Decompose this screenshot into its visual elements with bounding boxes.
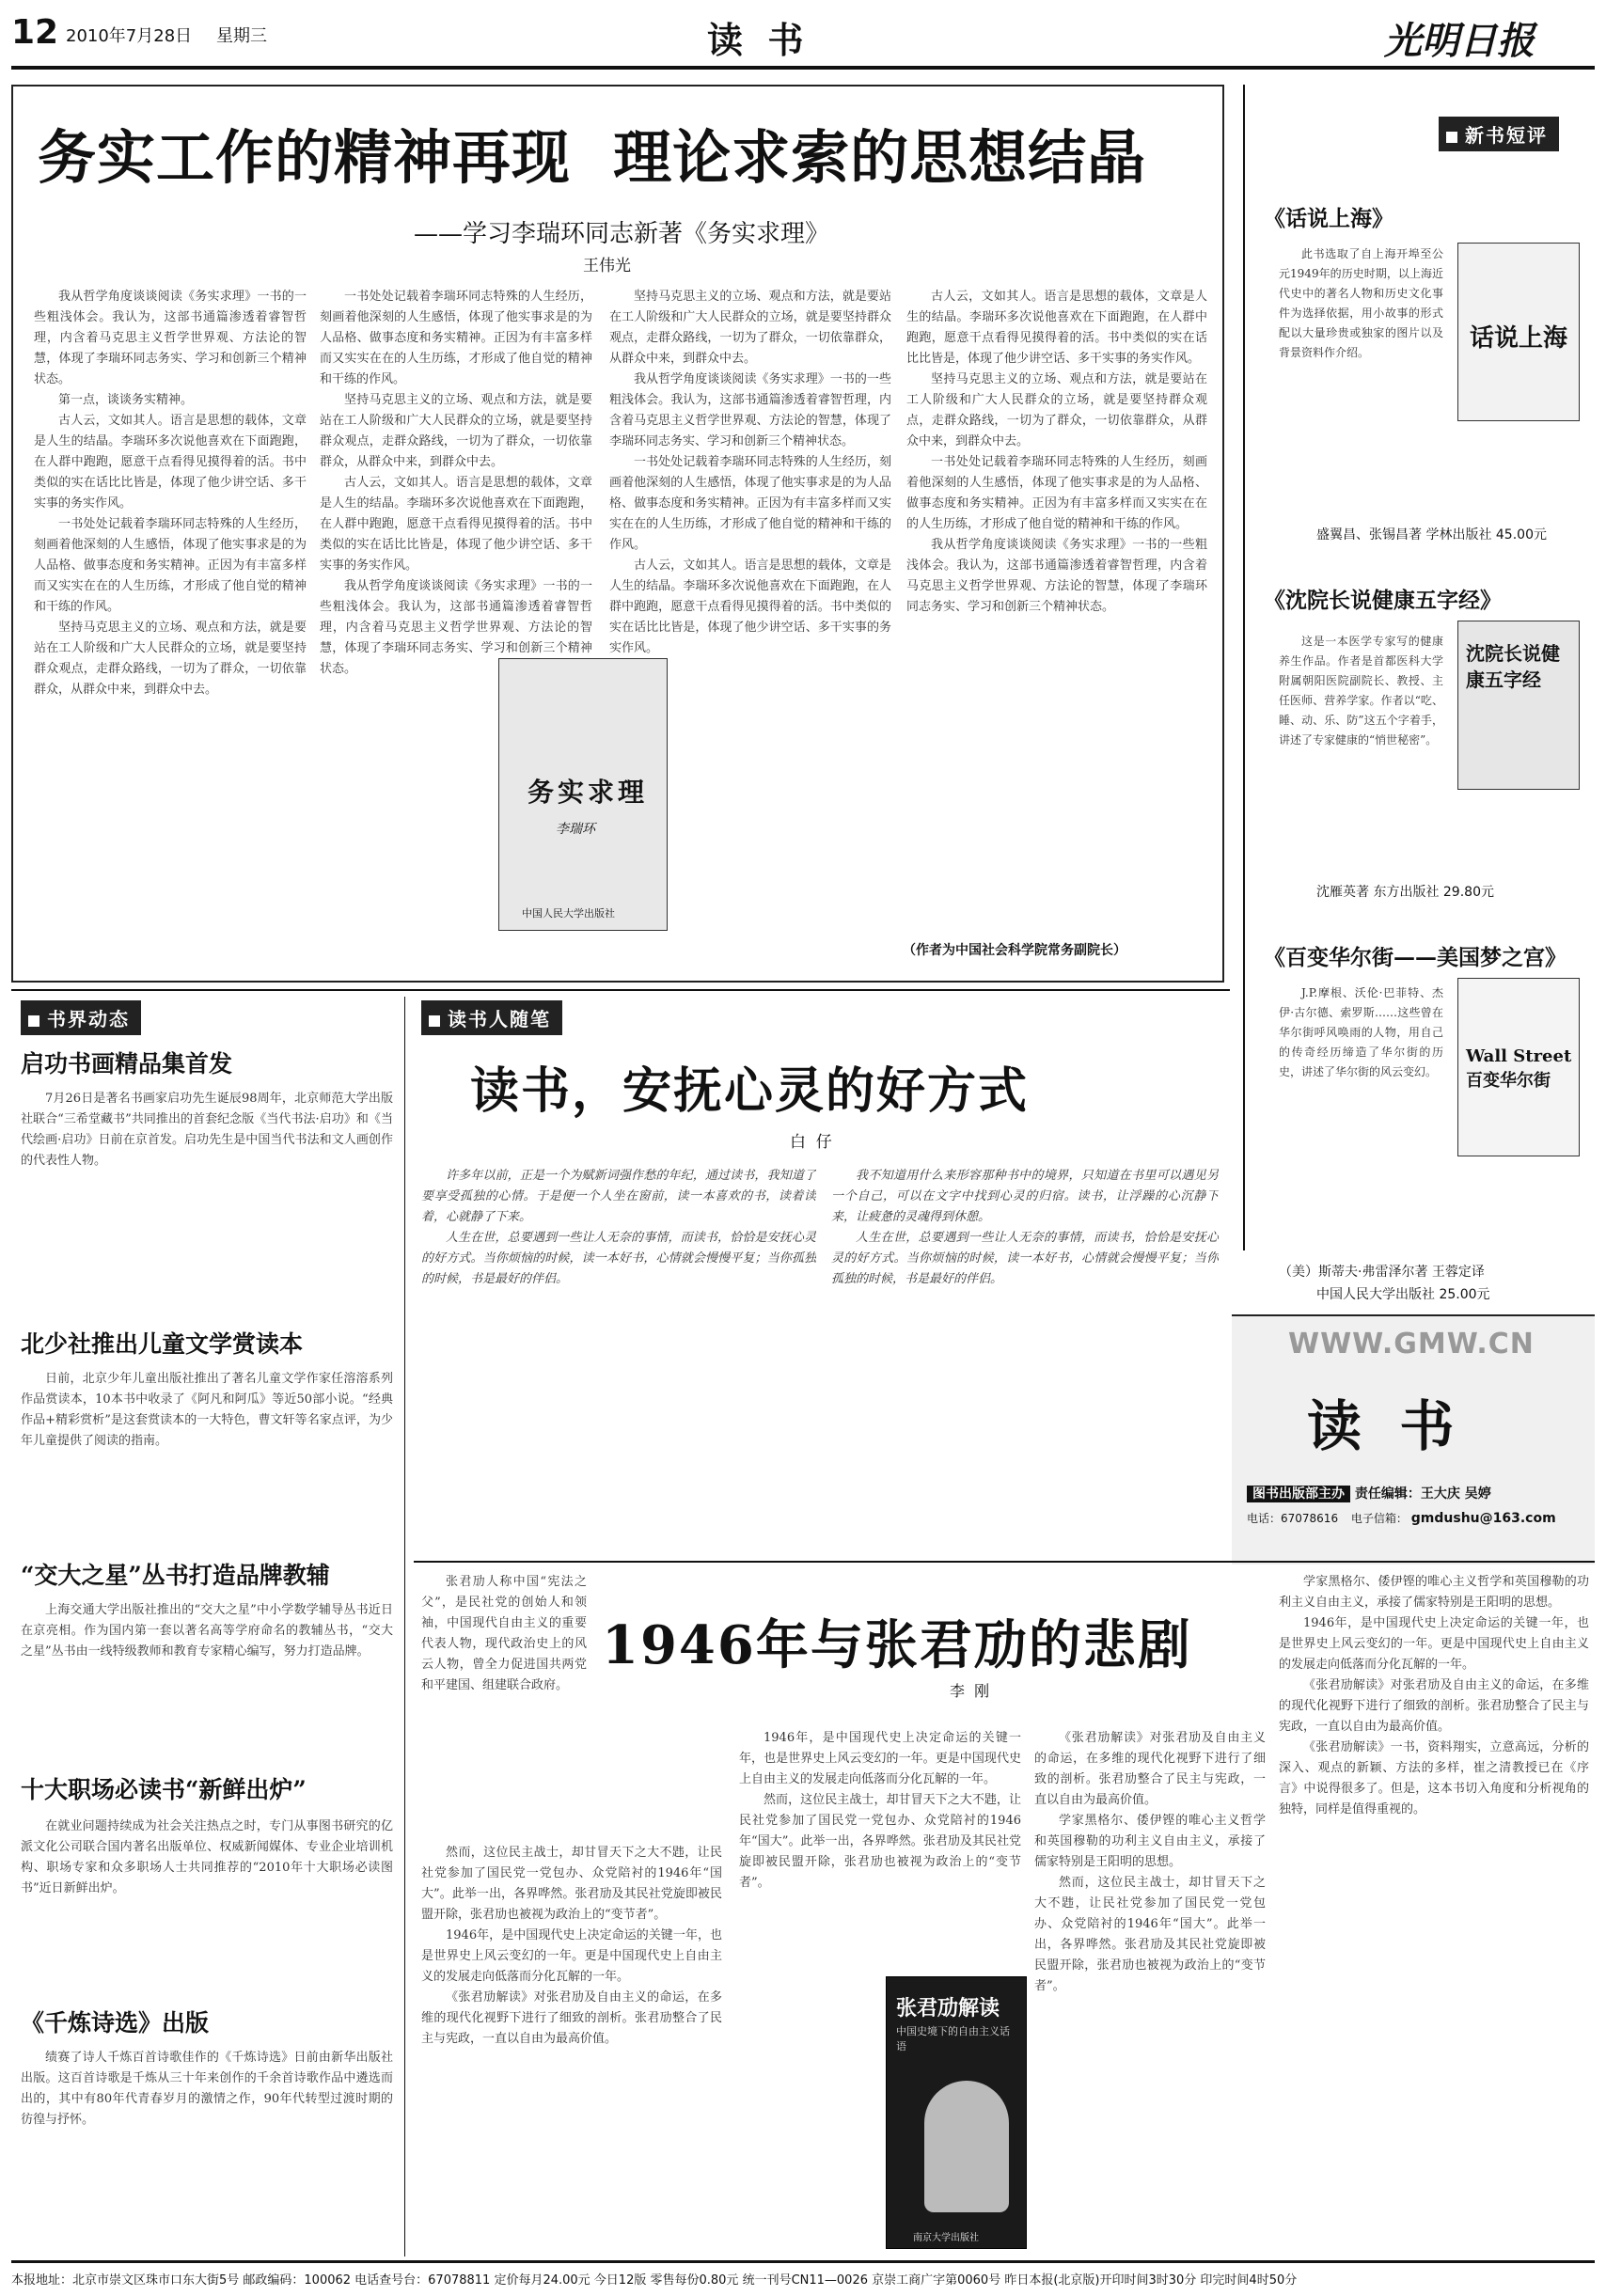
book-cover-publisher: 中国人民大学出版社 <box>522 907 615 920</box>
industry-news-text: 在就业问题持续成为社会关注热点之时，专门从事图书研究的亿派文化公司联合国内著名出版单位、权威新闻媒体、专业企业培训机构、职场专家和众多职场人士共同推荐的“2010年十大职场必读图书”近日新鲜出炉。 <box>21 1819 393 1895</box>
lead-paragraph: 一书处处记载着李瑞环同志特殊的人生经历，刻画着他深刻的人生感悟，体现了他实事求是的为人品格、做事态度和务实精神。正因为有丰富多样而又实实在在的人生历练，才形成了他自觉的精神和干练的作风。 <box>609 455 891 552</box>
brand-editor: 责任编辑：王大庆 吴婷 <box>1354 1486 1491 1502</box>
newbook-author-publisher: 中国人民大学出版社 25.00元 <box>1316 1287 1490 1302</box>
section-square-icon <box>1446 132 1457 143</box>
history-paragraph: 1946年，是中国现代史上决定命运的关键一年，也是世界史上风云变幻的一年。更是中国现代史上自由主义的发展走向低落而分化瓦解的一年。 <box>421 1928 722 1984</box>
newbooks-label <box>1439 117 1559 151</box>
brand-contact <box>1247 1510 1556 1526</box>
lead-author: 王伟光 <box>583 257 631 275</box>
lead-paragraph: 我从哲学角度谈谈阅读《务实求理》一书的一些粗浅体会。我认为，这部书通篇渗透着睿智哲理，内含着马克思主义哲学世界观、方法论的智慧，体现了李瑞环同志务实、学习和创新三个精神状态。 <box>906 538 1207 614</box>
lead-paragraph: 我从哲学角度谈谈阅读《务实求理》一书的一些粗浅体会。我认为，这部书通篇渗透着睿智哲理，内含着马克思主义哲学世界观、方法论的智慧，体现了李瑞环同志务实、学习和创新三个精神状态。 <box>320 579 592 676</box>
history-intro <box>421 1572 587 1845</box>
lead-paragraph: 古人云，文如其人。语言是思想的载体，文章是人生的结晶。李瑞环多次说他喜欢在下面跑跑，在人群中跑跑，愿意干点看得见摸得着的活。书中类似的实在话比比皆是，体现了他少讲空话、多干实事的务实作风。 <box>906 290 1207 366</box>
essay-paragraph: 人生在世，总要遇到一些让人无奈的事情，而读书，恰恰是安抚心灵的好方式。当你烦恼的时候，读一本好书，心情就会慢慢平复；当你孤独的时候，书是最好的伴侣。 <box>831 1231 1219 1286</box>
brand-email: gmdushu@163.com <box>1410 1511 1556 1526</box>
newbook-author-publisher: （美）斯蒂夫·弗雷泽尔著 王蓉定译 <box>1279 1265 1485 1280</box>
industry-column-divider <box>404 997 405 2257</box>
industry-label <box>21 1000 141 1035</box>
essay-author: 白 仔 <box>790 1133 832 1152</box>
section-square-icon <box>429 1015 440 1027</box>
history-body-col3 <box>1034 1728 1266 2255</box>
essay-body-left <box>421 1166 816 1373</box>
essay-paragraph: 人生在世，总要遇到一些让人无奈的事情，而读书，恰恰是安抚心灵的好方式。当你烦恼的时候，读一本好书，心情就会慢慢平复；当你孤独的时候，书是最好的伴侣。 <box>421 1231 816 1286</box>
industry-news-text: 上海交通大学出版社推出的“交大之星”中小学数学辅导丛书近日在京亮相。作为国内第一套以著名高等学府命名的教辅丛书，“交大之星”丛书由一线特级教师和教育专家精心编写，努力打造品牌。 <box>21 1603 393 1659</box>
essay-body-right <box>831 1166 1219 1373</box>
history-book-cover-subtitle: 中国史境下的自由主义话语 <box>896 2025 1010 2052</box>
brand-phone: 电话：67078616 <box>1247 1512 1339 1525</box>
essay-label-wrap <box>421 1000 562 1035</box>
history-paragraph: 然而，这位民主战士，却甘冒天下之大不韪，让民社党参加了国民党一党包办、众党陪衬的1946年“国大”。此举一出，各界哗然。张君劢及其民社党旋即被民盟开除，张君劢也被视为政治上的“变节者”。 <box>421 1846 722 1922</box>
lead-paragraph: 一书处处记载着李瑞环同志特殊的人生经历，刻画着他深刻的人生感悟，体现了他实事求是的为人品格、做事态度和务实精神。正因为有丰富多样而又实实在在的人生历练，才形成了他自觉的精神和干练的作风。 <box>906 455 1207 531</box>
footer-imprint: 本报地址：北京市崇文区珠市口东大街5号 邮政编码：100062 电话查号台：67078811 定价每月24.00元 今日12版 零售每份0.80元 统一刊号CN11—0026 京崇工商广字第0060号 昨日本报(北京版)开印时间3时30分 印完时间4时50分 <box>11 2273 1298 2288</box>
newbook-description <box>1279 983 1443 1256</box>
industry-news-body <box>21 1600 393 1741</box>
book-cover-title: 务实求理 <box>527 777 649 808</box>
page-number: 12 <box>11 13 59 52</box>
masthead <box>11 8 1595 64</box>
newbook-cover <box>1457 243 1580 421</box>
mid-section-rule <box>11 989 1230 991</box>
industry-label-wrap <box>21 1000 141 1035</box>
section-square-icon <box>28 1015 39 1027</box>
essay-label <box>421 1000 562 1035</box>
history-paragraph: 然而，这位民主战士，却甘冒天下之大不韪，让民社党参加了国民党一党包办、众党陪衬的1946年“国大”。此举一出，各界哗然。张君劢及其民社党旋即被民盟开除，张君劢也被视为政治上的“变节者”。 <box>1034 1876 1266 1993</box>
industry-news-text: 绩赛了诗人千炼百首诗歌佳作的《千炼诗选》日前由新华出版社出版。这百首诗歌是千炼从三十年来创作的千余首诗歌作品中遴选而出的，其中有80年代青春岁月的激情之作，90年代转型过渡时期的彷徨与抒怀。 <box>21 2051 393 2127</box>
newbook-cover-title: Wall Street 百变华尔街 <box>1466 1046 1572 1091</box>
newbook-cover <box>1457 978 1580 1156</box>
industry-news-body <box>21 1089 393 1279</box>
essay-title: 读书，安抚心灵的好方式 <box>470 1063 1030 1120</box>
history-paragraph: 《张君劢解读》对张君劢及自由主义的命运，在多维的现代化视野下进行了细致的剖析。张君劢整合了民主与宪政，一直以自由为最高价值。 <box>421 1990 722 2046</box>
newbook-cover <box>1457 621 1580 790</box>
lead-footer-note: （作者为中国社会科学院常务副院长） <box>903 943 1126 958</box>
issue-weekday: 星期三 <box>216 26 267 46</box>
newbooks-label-text: 新书短评 <box>1465 124 1548 147</box>
industry-news-title: 十大职场必读书“新鲜出炉” <box>21 1776 307 1803</box>
lead-subtitle: ——学习李瑞环同志新著《务实求理》 <box>414 220 830 248</box>
industry-news-title: 《千炼诗选》出版 <box>21 2009 210 2037</box>
lead-paragraph: 坚持马克思主义的立场、观点和方法，就是要站在工人阶级和广大人民群众的立场，就是要坚持群众观点，走群众路线，一切为了群众，一切依靠群众，从群众中来，到群众中去。 <box>34 621 307 697</box>
industry-news-body <box>21 2048 393 2245</box>
newbook-cover-title: 沈院长说健康五字经 <box>1466 642 1560 691</box>
history-paragraph: 《张君劢解读》一书，资料翔实，立意高远，分析的深入、观点的新颖、方法的多样，崔之清教授已在《序言》中说得很多了。但是，这本书切入角度和分析视角的独特，同样是值得重视的。 <box>1279 1740 1589 1816</box>
newbook-cover-title: 话说上海 <box>1470 324 1568 353</box>
brand-email-label: 电子信箱： <box>1350 1512 1408 1525</box>
industry-news-body <box>21 1369 393 1538</box>
history-paragraph: 然而，这位民主战士，却甘冒天下之大不韪，让民社党参加了国民党一党包办、众党陪衬的1946年“国大”。此举一出，各界哗然。张君劢及其民社党旋即被民盟开除，张君劢也被视为政治上的“变节者”。 <box>739 1793 1021 1890</box>
lead-body-col1 <box>34 287 307 964</box>
industry-news-title: 启功书画精品集首发 <box>21 1050 233 1077</box>
newbook-title: 《话说上海》 <box>1264 206 1393 231</box>
history-book-cover <box>886 1976 1027 2249</box>
brand-dept <box>1247 1484 1491 1502</box>
lead-paragraph: 我从哲学角度谈谈阅读《务实求理》一书的一些粗浅体会。我认为，这部书通篇渗透着睿智哲理，内含着马克思主义哲学世界观、方法论的智慧，体现了李瑞环同志务实、学习和创新三个精神状态。 <box>34 290 307 386</box>
issue-date: 2010年7月28日 <box>66 26 193 46</box>
lead-paragraph: 我从哲学角度谈谈阅读《务实求理》一书的一些粗浅体会。我认为，这部书通篇渗透着睿智哲理，内含着马克思主义哲学世界观、方法论的智慧，体现了李瑞环同志务实、学习和创新三个精神状态。 <box>609 372 891 448</box>
history-body-col2 <box>739 1728 1021 1963</box>
history-paragraph: 《张君劢解读》对张君劢及自由主义的命运，在多维的现代化视野下进行了细致的剖析。张君劢整合了民主与宪政，一直以自由为最高价值。 <box>1034 1731 1266 1807</box>
lead-paragraph: 坚持马克思主义的立场、观点和方法，就是要站在工人阶级和广大人民群众的立场，就是要坚持群众观点，走群众路线，一切为了群众，一切依靠群众，从群众中来，到群众中去。 <box>906 372 1207 448</box>
lead-body-col4 <box>906 287 1207 936</box>
newbooks-label-wrap <box>1439 117 1559 151</box>
newbook-description-text: 此书选取了自上海开埠至公元1949年的历史时期，以上海近代史中的著名人物和历史文化事件为选择依据，用小故事的形式配以大量珍贵或独家的图片以及背景资料作介绍。 <box>1279 247 1443 359</box>
section-name: 读 书 <box>707 20 804 61</box>
newbook-title: 《百变华尔街——美国梦之宫》 <box>1264 945 1567 970</box>
history-body-col1 <box>421 1843 722 2257</box>
industry-news-text: 7月26日是著名书画家启功先生诞辰98周年，北京师范大学出版社联合“三希堂藏书”共同推出的首套纪念版《当代书法·启功》和《当代绘画·启功》日前在京首发。启功先生是中国当代书法和文人画创作的代表性人物。 <box>21 1092 393 1168</box>
history-book-cover-publisher: 南京大学出版社 <box>913 2233 979 2243</box>
history-body-col4 <box>1279 1572 1589 2257</box>
industry-news-title: “交大之星”丛书打造品牌教辅 <box>21 1562 330 1589</box>
lead-paragraph: 一书处处记载着李瑞环同志特殊的人生经历，刻画着他深刻的人生感悟，体现了他实事求是的为人品格、做事态度和务实精神。正因为有丰富多样而又实实在在的人生历练，才形成了他自觉的精神和干练的作风。 <box>34 517 307 614</box>
industry-label-text: 书界动态 <box>47 1008 130 1030</box>
portrait-image <box>924 2081 1009 2212</box>
footer-rule <box>11 2260 1595 2263</box>
lead-paragraph: 坚持马克思主义的立场、观点和方法，就是要站在工人阶级和广大人民群众的立场，就是要坚持群众观点，走群众路线，一切为了群众，一切依靠群众，从群众中来，到群众中去。 <box>320 393 592 469</box>
industry-news-text: 日前，北京少年儿童出版社推出了著名儿童文学作家任溶溶系列作品赏读本，10本书中收录了《阿凡和阿瓜》等近50部小说。“经典作品+精彩赏析”是这套赏读本的一大特色，曹文轩等名家点评，为少年儿童提供了阅读的指南。 <box>21 1372 393 1448</box>
lead-paragraph: 坚持马克思主义的立场、观点和方法，就是要站在工人阶级和广大人民群众的立场，就是要坚持群众观点，走群众路线，一切为了群众，一切依靠群众，从群众中来，到群众中去。 <box>609 290 891 366</box>
newbook-author-publisher: 沈雁英著 东方出版社 29.80元 <box>1316 885 1494 900</box>
brand-dept-label: 图书出版部主办 <box>1247 1486 1350 1502</box>
book-cover-image <box>498 658 668 931</box>
right-column-divider <box>1243 85 1245 1250</box>
history-paragraph: 学家黑格尔、倭伊铿的唯心主义哲学和英国穆勒的功利主义自由主义，承接了儒家特别是王阳明的思想。 <box>1034 1814 1266 1869</box>
book-cover-author: 李瑞环 <box>556 822 595 837</box>
history-paragraph: 1946年，是中国现代史上决定命运的关键一年，也是世界史上风云变幻的一年。更是中国现代史上自由主义的发展走向低落而分化瓦解的一年。 <box>1279 1616 1589 1672</box>
industry-news-body <box>21 1816 393 1986</box>
history-paragraph: 《张君劢解读》对张君劢及自由主义的命运，在多维的现代化视野下进行了细致的剖析。张君劢整合了民主与宪政，一直以自由为最高价值。 <box>1279 1678 1589 1734</box>
lead-paragraph: 古人云，文如其人。语言是思想的载体，文章是人生的结晶。李瑞环多次说他喜欢在下面跑跑，在人群中跑跑，愿意干点看得见摸得着的活。书中类似的实在话比比皆是，体现了他少讲空话、多干实事的务实作风。 <box>609 558 891 655</box>
lead-paragraph: 一书处处记载着李瑞环同志特殊的人生经历，刻画着他深刻的人生感悟，体现了他实事求是的为人品格、做事态度和务实精神。正因为有丰富多样而又实实在在的人生历练，才形成了他自觉的精神和干练的作风。 <box>320 290 592 386</box>
essay-paragraph: 许多年以前，正是一个为赋新词强作愁的年纪，通过读书，我知道了要享受孤独的心情。于是便一个人坐在窗前，读一本喜欢的书，读着读着，心就静了下来。 <box>421 1169 816 1224</box>
site-url: WWW.GMW.CN <box>1288 1328 1535 1360</box>
paper-logo: 光明日报 <box>1384 19 1535 63</box>
newbook-description-text: J.P.摩根、沃伦·巴菲特、杰伊·古尔德、索罗斯……这些曾在华尔街呼风唤雨的人物，用自己的传奇经历缔造了华尔街的历史，讲述了华尔街的风云变幻。 <box>1279 986 1443 1078</box>
history-paragraph: 学家黑格尔、倭伊铿的唯心主义哲学和英国穆勒的功利主义自由主义，承接了儒家特别是王阳明的思想。 <box>1279 1575 1589 1610</box>
history-author: 李 刚 <box>950 1682 990 1700</box>
newbook-description <box>1279 244 1443 480</box>
newbook-description-text: 这是一本医学专家写的健康养生作品。作者是首都医科大学附属朝阳医院副院长、教授、主任医师、营养学家。作者以“吃、睡、动、乐、防”这五个字着手，讲述了专家健康的“悄世秘密”。 <box>1279 635 1443 747</box>
history-top-rule <box>414 1561 1595 1563</box>
newbook-title: 《沈院长说健康五字经》 <box>1264 588 1502 613</box>
history-title: 1946年与张君劢的悲剧 <box>602 1614 1192 1676</box>
brand-box <box>1232 1314 1595 1565</box>
lead-paragraph: 古人云，文如其人。语言是思想的载体，文章是人生的结晶。李瑞环多次说他喜欢在下面跑跑，在人群中跑跑，愿意干点看得见摸得着的活。书中类似的实在话比比皆是，体现了他少讲空话、多干实事的务实作风。 <box>320 476 592 573</box>
newbook-author-publisher: 盛翼昌、张锡昌著 学林出版社 45.00元 <box>1316 527 1547 543</box>
lead-paragraph: 第一点，谈谈务实精神。 <box>58 393 194 407</box>
history-paragraph: 1946年，是中国现代史上决定命运的关键一年，也是世界史上风云变幻的一年。更是中国现代史上自由主义的发展走向低落而分化瓦解的一年。 <box>739 1731 1021 1786</box>
history-intro-text: 张君劢人称中国“宪法之父”，是民社党的创始人和领袖，中国现代自由主义的重要代表人物，现代政治史上的风云人物，曾全力促进国共两党和平建国、组建联合政府。 <box>421 1575 587 1692</box>
brand-section-name: 读 书 <box>1307 1394 1455 1458</box>
history-book-cover-title: 张君劢解读 <box>896 1996 1000 2021</box>
essay-paragraph: 我不知道用什么来形容那种书中的境界，只知道在书里可以遇见另一个自己，可以在文字中找到心灵的归宿。读书，让浮躁的心沉静下来，让疲惫的灵魂得到休憩。 <box>831 1169 1219 1224</box>
essay-label-text: 读书人随笔 <box>448 1008 551 1030</box>
masthead-rule <box>11 66 1595 70</box>
industry-news-title: 北少社推出儿童文学赏读本 <box>21 1330 304 1358</box>
lead-paragraph: 古人云，文如其人。语言是思想的载体，文章是人生的结晶。李瑞环多次说他喜欢在下面跑跑，在人群中跑跑，愿意干点看得见摸得着的活。书中类似的实在话比比皆是，体现了他少讲空话、多干实事的务实作风。 <box>34 414 307 511</box>
lead-title: 务实工作的精神再现 理论求索的思想结晶 <box>38 123 1147 192</box>
newbook-description <box>1279 632 1443 820</box>
